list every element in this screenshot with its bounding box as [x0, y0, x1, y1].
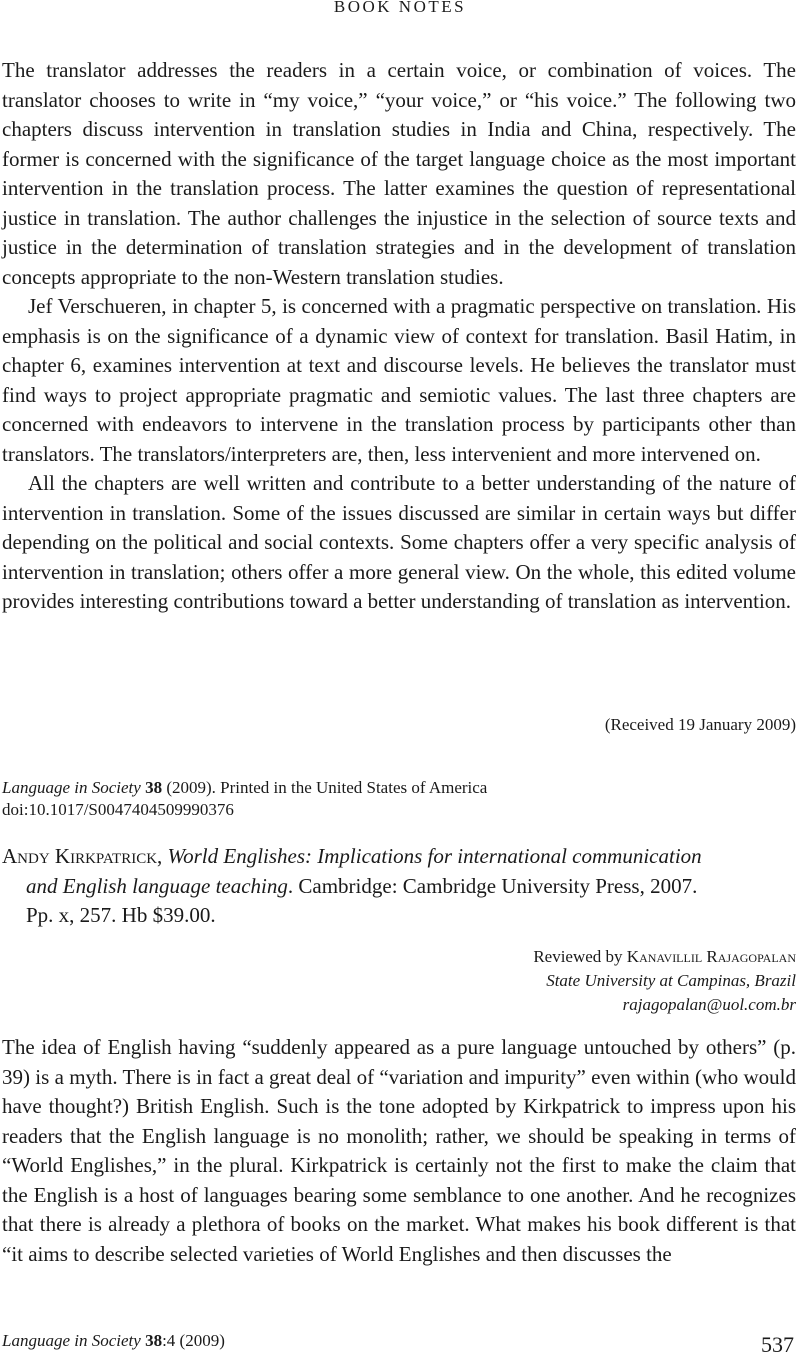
paragraph-voices: The translator addresses the readers in a certain voice, or combination of voices. The translator chooses to write in “my voice,” “your voice,” or “his voice.” The following two chapters discuss intervention in translation studies in India and China, respectively. The former is concerned with the significance of the target language choice as the most important intervention in the translation process. The latter examines the question of representational justice in translation. The author challenges the injustice in the selection of source texts and justice in the determination of translation strategies and in the development of translation concepts appropriate to the non-Western translation studies.	[2, 58, 796, 289]
citation-doi: doi:10.1017/S0047404509990376	[2, 800, 234, 819]
book-author: Andy Kirkpatrick	[2, 844, 158, 868]
reviewer-line	[533, 945, 796, 969]
book-reference: Andy Kirkpatrick, World Englishes: Implications for international communication and English language teaching. Cambridge: Cambridge University Press, 2007. Pp. x, 257. Hb $39.00.	[2, 842, 798, 931]
citation-line	[2, 777, 782, 799]
book-title-part1: World Englishes: Implications for international communication	[167, 844, 702, 868]
citation-block	[2, 777, 782, 821]
reviewer-name: Kanavillil Rajagopalan	[626, 947, 796, 966]
paragraph-conclusion: All the chapters are well written and contribute to a better understanding of the nature of intervention in translation. Some of the issues discussed are similar in certain ways but differ depending on the political and social contexts. Some chapters offer a very specific analysis of intervention in translation; others offer a more general view. On the whole, this edited volume provides interesting contributions toward a better understanding of translation as intervention.	[2, 471, 796, 613]
reviewer-prefix: Reviewed by	[533, 947, 627, 966]
review-body	[2, 1033, 796, 1269]
page-footer	[2, 1329, 796, 1357]
citation-journal: Language in Society	[2, 778, 141, 797]
book-details: Pp. x, 257. Hb $39.00.	[26, 903, 216, 927]
paragraph-pragmatics: Jef Verschueren, in chapter 5, is concerned with a pragmatic perspective on translation. His emphasis is on the significance of a dynamic view of context for translation. Basil Hatim, in chapter 6, examines intervention at text and discourse levels. He believes the translator must find ways to project appropriate pragmatic and semiotic values. The last three chapters are concerned with endeavors to intervene in the translation process by participants other than translators. The translators/interpreters are, then, less intervenient and more intervened on.	[2, 294, 796, 466]
book-publisher: . Cambridge: Cambridge University Press, 2007.	[287, 873, 698, 898]
citation-rest: (2009). Printed in the United States of America	[162, 778, 488, 797]
footer-volume: 38	[145, 1331, 163, 1350]
review-paragraph: The idea of English having “suddenly appeared as a pure language untouched by others” (p. 39) is a myth. There is in fact a great deal of “variation and impurity” even within (who would have thought?) British English. Such is the tone adopted by Kirkpatrick to impress upon his readers that the English language is no monolith; rather, we should be speaking in terms of “World Englishes,” in the plural. Kirkpatrick is certainly not the first to make the claim that the English is a host of languages bearing some semblance to one another. And he recognizes that there is already a plethora of books on the market. What makes his book different is that “it aims to describe selected varieties of World Englishes and then discusses the	[2, 1035, 796, 1266]
book-title-part2: and English language teaching	[26, 873, 288, 898]
received-date: (Received 19 January 2009)	[604, 715, 796, 734]
reviewer-affiliation: State University at Campinas, Brazil	[546, 971, 796, 990]
running-head: BOOK NOTES	[333, 0, 467, 16]
footer-journal: Language in Society	[2, 1331, 141, 1350]
reviewer-block	[533, 945, 796, 1017]
footer-issue-year: :4 (2009)	[162, 1331, 225, 1350]
page-number: 537	[761, 1332, 794, 1357]
book-note-body	[2, 56, 796, 617]
citation-volume: 38	[145, 778, 163, 797]
reviewer-email: rajagopalan@uol.com.br	[622, 995, 796, 1014]
book-reference-continued	[2, 872, 798, 931]
